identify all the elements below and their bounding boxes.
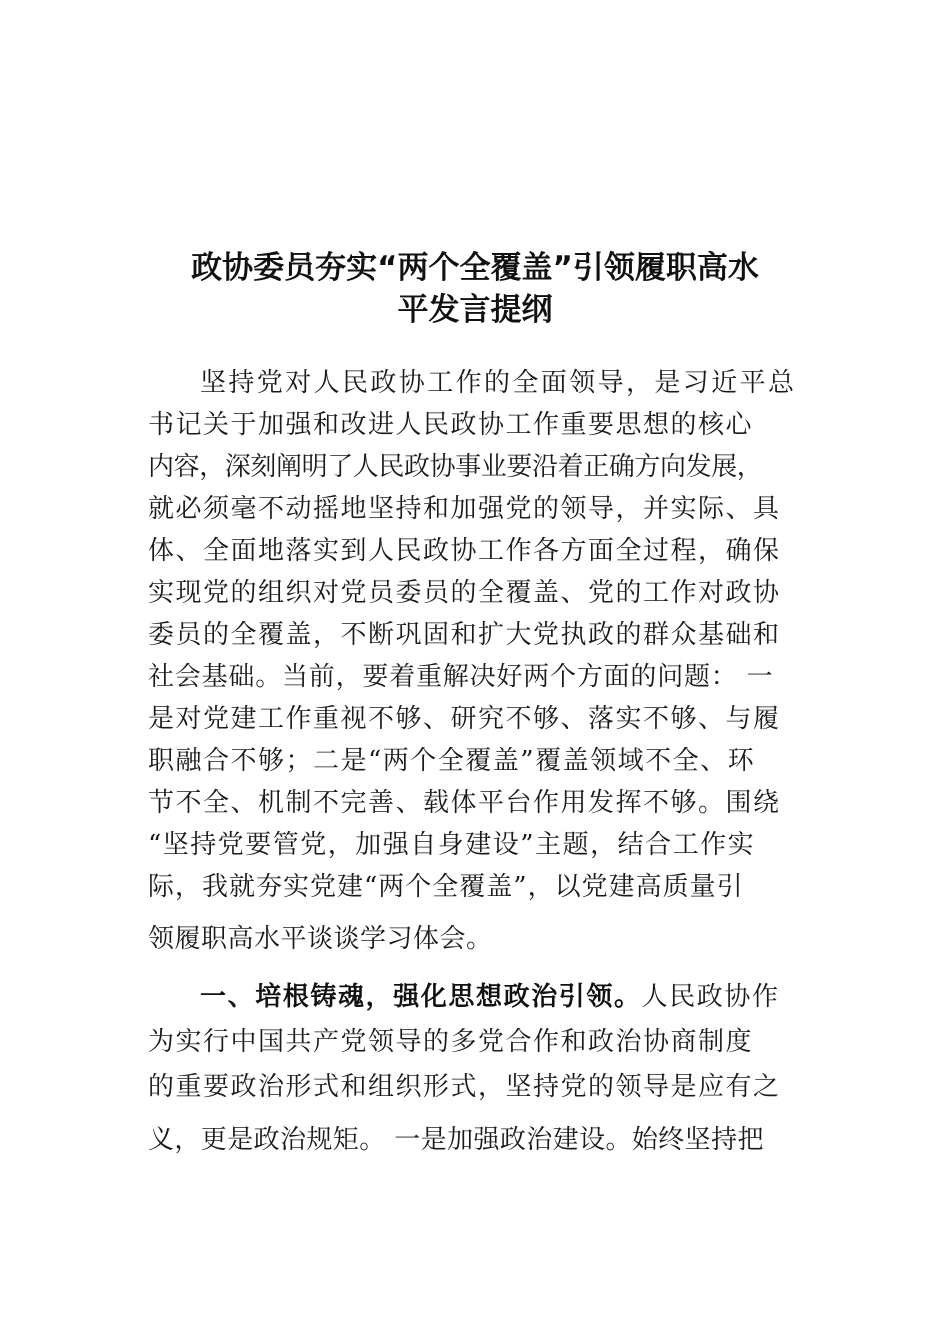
- intro-line: 职融合不够；二是“两个全覆盖”覆盖领域不全、环: [148, 746, 756, 776]
- intro-line: 体、全面地落实到人民政协工作各方面全过程，确保: [148, 536, 781, 566]
- intro-line: 社会基础。当前，要着重解决好两个方面的问题： 一: [148, 662, 774, 692]
- section-1-heading: 一、培根铸魂，强化思想政治引领。: [200, 982, 642, 1012]
- intro-line: “坚持党要管党，加强自身建设”主题，结合工作实: [148, 830, 756, 860]
- intro-line: 委员的全覆盖，不断巩固和扩大党执政的群众基础和: [148, 620, 781, 650]
- intro-line: 是对党建工作重视不够、研究不够、落实不够、与履: [148, 704, 781, 734]
- intro-line: 领履职高水平谈谈学习体会。: [148, 924, 493, 954]
- section-1-line: 义，更是政治规矩。 一是加强政治建设。始终坚持把: [148, 1125, 764, 1155]
- section-1-line: 为实行中国共产党领导的多党合作和政治协商制度: [148, 1027, 754, 1057]
- intro-line: 书记关于加强和改进人民政协工作重要思想的核心: [148, 410, 754, 440]
- intro-line: 实现党的组织对党员委员的全覆盖、党的工作对政协: [148, 578, 781, 608]
- intro-line: 际，我就夯实党建“两个全覆盖”，以党建高质量引: [148, 872, 744, 902]
- section-1-line: 的重要政治形式和组织形式，坚持党的领导是应有之: [148, 1072, 781, 1102]
- intro-line: 内容，深刻阐明了人民政协事业要沿着正确方向发展，: [148, 452, 763, 482]
- section-1-text: 人民政协作: [641, 982, 780, 1012]
- title-line-1: 政协委员夯实“两个全覆盖”引领履职高水: [191, 250, 759, 286]
- intro-line: 节不全、机制不完善、载体平台作用发挥不够。围绕: [148, 788, 781, 818]
- intro-line: 坚持党对人民政协工作的全面领导，是习近平总: [200, 368, 797, 398]
- intro-line: 就必须毫不动摇地坚持和加强党的领导，并实际、具: [148, 494, 781, 524]
- section-1-first-line: [200, 980, 780, 1014]
- title-line-2: 平发言提纲: [397, 292, 553, 328]
